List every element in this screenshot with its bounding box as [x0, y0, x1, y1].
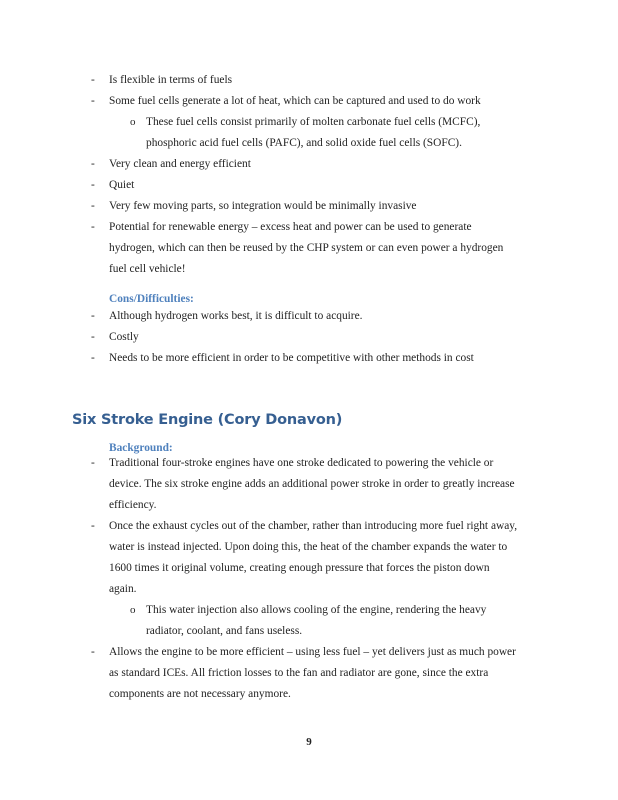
- list-item: Traditional four-stroke engines have one stroke dedicated to powering the vehicle or: [109, 457, 494, 469]
- bullet-dash: -: [91, 331, 95, 343]
- list-item-cont: device. The six stroke engine adds an additional power stroke in order to greatly increase: [109, 478, 515, 490]
- bullet-dash: -: [91, 74, 95, 86]
- bullet-dash: -: [91, 179, 95, 191]
- list-item: Very clean and energy efficient: [109, 158, 251, 170]
- list-item: Quiet: [109, 179, 135, 191]
- list-item: Although hydrogen works best, it is difficult to acquire.: [109, 310, 363, 322]
- bullet-dash: -: [91, 646, 95, 658]
- list-item: Needs to be more efficient in order to be competitive with other methods in cost: [109, 352, 474, 364]
- sub-bullet: o: [130, 604, 136, 616]
- bullet-dash: -: [91, 95, 95, 107]
- list-item: Is flexible in terms of fuels: [109, 74, 233, 86]
- bullet-dash: -: [91, 221, 95, 233]
- sub-list-item-cont: radiator, coolant, and fans useless.: [146, 625, 303, 637]
- sub-list-item-cont: phosphoric acid fuel cells (PAFC), and solid oxide fuel cells (SOFC).: [146, 137, 462, 149]
- list-item: Potential for renewable energy – excess heat and power can be used to generate: [109, 221, 472, 233]
- sub-list-item: These fuel cells consist primarily of molten carbonate fuel cells (MCFC),: [146, 116, 481, 128]
- bullet-dash: -: [91, 457, 95, 469]
- sub-bullet: o: [130, 116, 136, 128]
- cons-heading: Cons/Difficulties:: [109, 293, 194, 305]
- bullet-dash: -: [91, 352, 95, 364]
- bullet-dash: -: [91, 310, 95, 322]
- page-number: 9: [306, 736, 312, 748]
- list-item-cont: as standard ICEs. All friction losses to the fan and radiator are gone, since the extra: [109, 667, 489, 679]
- list-item-cont: water is instead injected. Upon doing this, the heat of the chamber expands the water to: [109, 541, 508, 553]
- list-item: Allows the engine to be more efficient – using less fuel – yet delivers just as much power: [109, 646, 516, 658]
- bullet-dash: -: [91, 520, 95, 532]
- list-item: Costly: [109, 331, 139, 343]
- list-item: Very few moving parts, so integration would be minimally invasive: [109, 200, 417, 212]
- list-item: Some fuel cells generate a lot of heat, which can be captured and used to do work: [109, 95, 481, 107]
- list-item: Once the exhaust cycles out of the chamber, rather than introducing more fuel right away,: [109, 520, 518, 532]
- bullet-dash: -: [91, 158, 95, 170]
- bullet-dash: -: [91, 200, 95, 212]
- list-item-cont: again.: [109, 583, 137, 595]
- list-item-cont: fuel cell vehicle!: [109, 263, 186, 275]
- section-heading: Six Stroke Engine (Cory Donavon): [72, 412, 343, 428]
- list-item-cont: components are not necessary anymore.: [109, 688, 291, 700]
- sub-list-item: This water injection also allows cooling of the engine, rendering the heavy: [146, 604, 487, 616]
- list-item-cont: efficiency.: [109, 499, 157, 511]
- background-heading: Background:: [109, 442, 173, 454]
- list-item-cont: 1600 times it original volume, creating enough pressure that forces the piston down: [109, 562, 490, 574]
- list-item-cont: hydrogen, which can then be reused by the CHP system or can even power a hydrogen: [109, 242, 504, 254]
